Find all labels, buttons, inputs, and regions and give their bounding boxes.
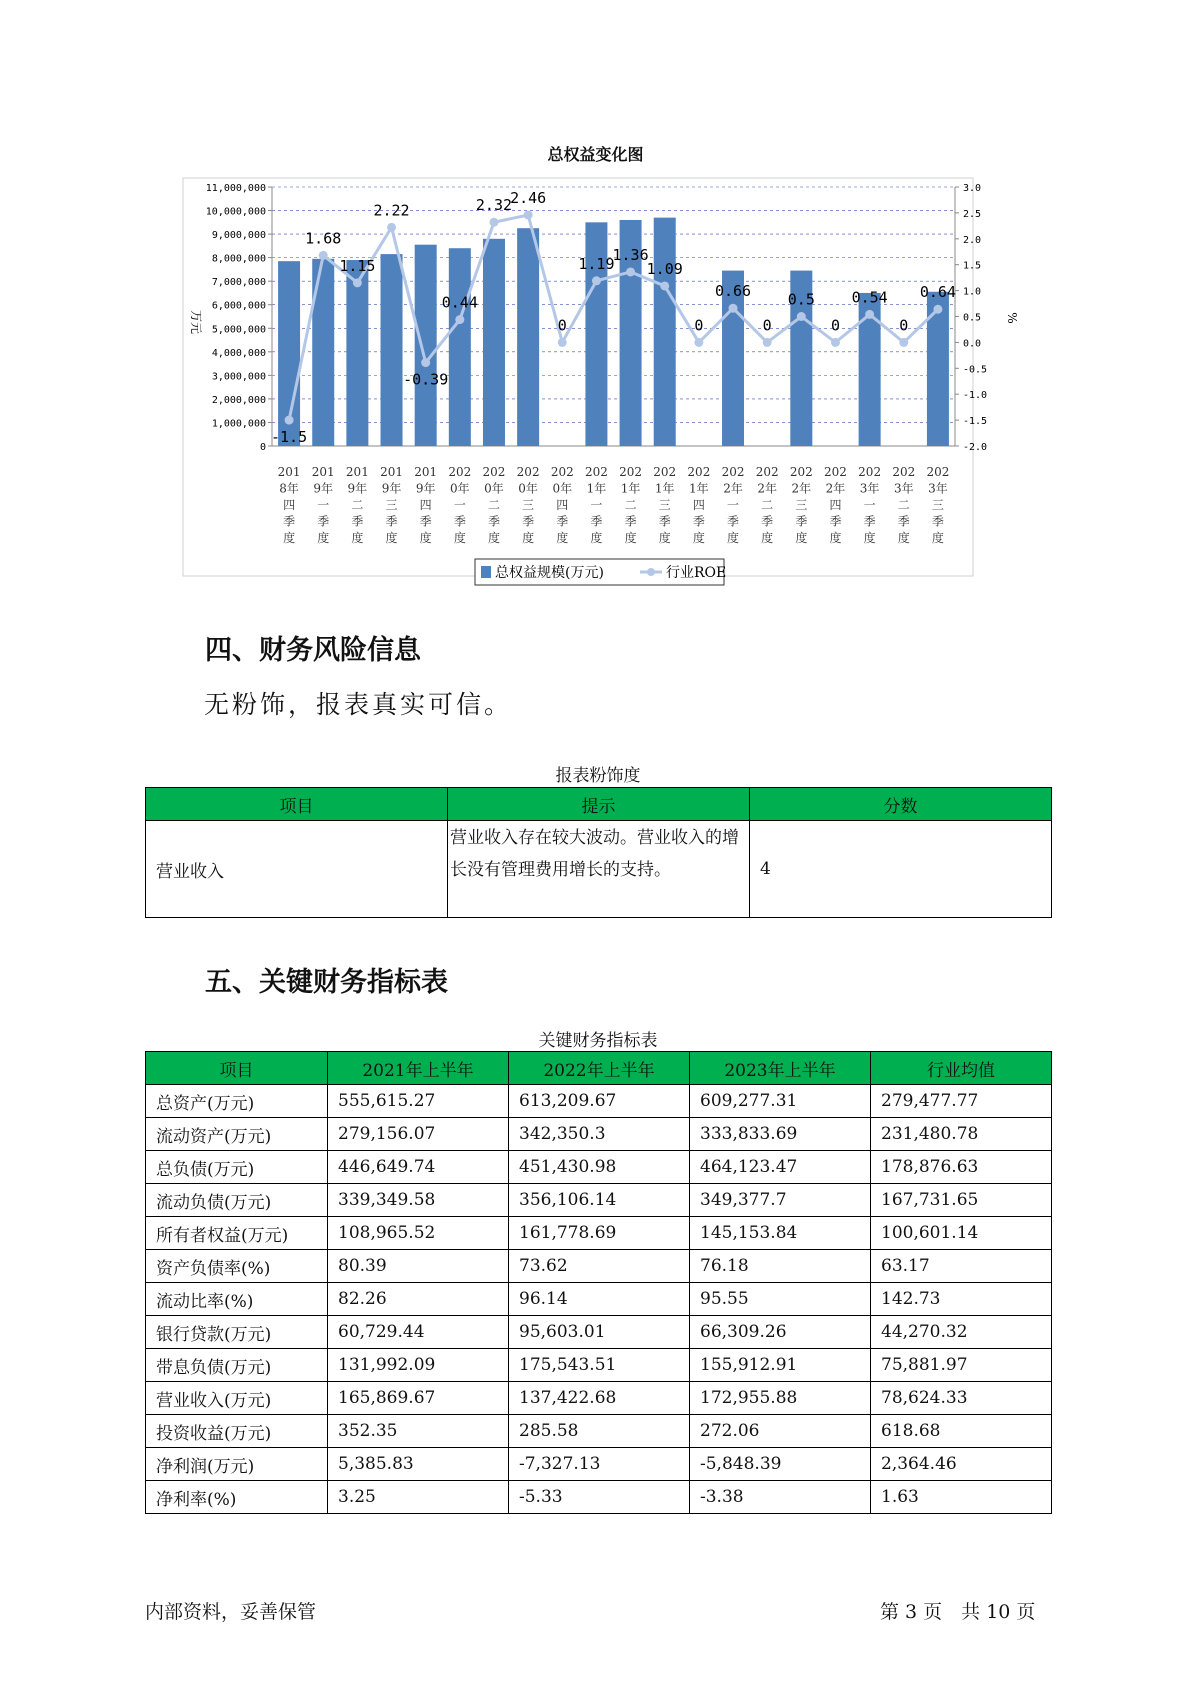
x-tick-label: 季 [522,514,535,529]
x-tick-label: 201 [311,465,335,479]
y-left-tick-label: 9,000,000 [211,230,266,242]
x-tick-label: 季 [897,514,910,529]
y-left-tick-label: 1,000,000 [211,418,266,430]
bar [415,245,437,446]
roe-data-label: 2.46 [510,188,547,207]
x-tick-label: 季 [829,514,842,529]
x-tick-label: 季 [795,514,808,529]
risk-cell-score: 4 [750,821,1052,918]
kpi-cell: 155,912.91 [690,1349,871,1382]
bar [381,254,403,446]
roe-data-label: 1.36 [612,245,649,264]
legend-label-line: 行业ROE [666,565,727,581]
kpi-row-label: 总负债(万元) [146,1151,328,1184]
kpi-cell: 75,881.97 [871,1349,1052,1382]
x-tick-label: 度 [487,531,500,545]
kpi-cell: 172,955.88 [690,1382,871,1415]
kpi-cell: 613,209.67 [509,1085,690,1118]
kpi-cell: 285.58 [509,1415,690,1448]
y-left-tick-label: 10,000,000 [205,206,266,218]
roe-data-label: 0.54 [851,288,888,307]
kpi-cell: 1.63 [871,1481,1052,1514]
roe-point [729,304,738,313]
bar [517,228,539,446]
kpi-cell: 145,153.84 [690,1217,871,1250]
roe-point [421,358,430,367]
x-tick-label: 度 [453,531,466,545]
y-left-tick-label: 4,000,000 [211,347,266,359]
roe-point [763,338,772,347]
x-tick-label: 一 [863,498,876,512]
y-right-tick-label: 0.0 [963,338,982,350]
risk-cell-tip: 营业收入存在较大波动。营业收入的增长没有管理费用增长的支持。 [448,821,750,918]
y-left-tick-label: 7,000,000 [211,277,266,289]
x-tick-label: 季 [624,514,637,529]
table-row [146,1184,1052,1217]
roe-point [524,210,533,219]
x-tick-label: 二 [897,498,910,512]
x-tick-label: 度 [385,531,398,545]
roe-point [865,310,874,319]
kpi-table [145,1051,1052,1514]
kpi-cell: 349,377.7 [690,1184,871,1217]
x-tick-label: 度 [658,531,671,545]
kpi-cell: 178,876.63 [871,1151,1052,1184]
section-heading-risk: 四、财务风险信息 [205,635,421,666]
y-left-tick-label: 8,000,000 [211,253,266,265]
x-tick-label: 1年 [654,481,675,496]
kpi-cell: 165,869.67 [328,1382,509,1415]
roe-point [899,338,908,347]
x-tick-label: 度 [556,531,569,545]
y-right-tick-label: 3.0 [963,183,982,194]
roe-data-label: 0 [762,316,772,335]
roe-point [933,305,942,314]
kpi-cell: 76.18 [690,1250,871,1283]
x-tick-label: 季 [658,514,671,529]
table-row [146,1250,1052,1283]
x-tick-label: 三 [795,498,808,512]
y-left-tick-label: 11,000,000 [205,183,266,194]
x-tick-label: 度 [419,531,432,545]
risk-table-header-row [146,788,1052,821]
x-tick-label: 三 [931,498,944,512]
roe-data-label: 1.15 [339,256,376,275]
x-tick-label: 202 [892,465,916,479]
roe-point [660,281,669,290]
kpi-cell: -5,848.39 [690,1448,871,1481]
x-tick-label: 202 [926,465,950,479]
x-tick-label: 四 [829,498,842,512]
kpi-table-caption: 关键财务指标表 [538,1031,658,1051]
x-tick-label: 202 [482,465,506,479]
x-tick-label: 0年 [450,481,470,496]
x-tick-label: 季 [590,514,603,529]
kpi-header-industry: 行业均值 [871,1052,1052,1085]
x-tick-label: 202 [619,465,643,479]
kpi-cell: 272.06 [690,1415,871,1448]
x-tick-label: 季 [419,514,432,529]
kpi-cell: 609,277.31 [690,1085,871,1118]
kpi-row-label: 投资收益(万元) [146,1415,328,1448]
roe-data-label: -1.5 [271,428,308,447]
x-tick-label: 202 [789,465,813,479]
kpi-cell: 100,601.14 [871,1217,1052,1250]
x-tick-label: 季 [487,514,500,529]
kpi-cell: 137,422.68 [509,1382,690,1415]
kpi-cell: 352.35 [328,1415,509,1448]
roe-point [592,276,601,285]
kpi-cell: 60,729.44 [328,1316,509,1349]
footer-page-number: 第 3 页 共 10 页 [880,1601,1036,1623]
y-right-tick-label: -1.0 [963,390,988,402]
roe-data-label: 0.66 [714,282,752,301]
bar [483,239,505,446]
x-tick-label: 三 [522,498,535,512]
x-tick-label: 202 [448,465,472,479]
y-right-tick-label: 1.5 [963,260,982,272]
roe-data-label: 1.19 [578,254,615,273]
x-tick-label: 度 [624,531,637,545]
roe-data-label: 1.68 [305,229,342,248]
roe-point [387,223,396,232]
roe-data-label: 0.44 [441,293,478,312]
roe-data-label: 2.32 [475,196,513,215]
roe-point [455,315,464,324]
equity-chart [0,0,1191,600]
y-left-tick-label: 2,000,000 [211,394,266,406]
x-tick-label: 度 [727,531,740,545]
x-tick-label: 9年 [381,481,402,496]
kpi-cell: 2,364.46 [871,1448,1052,1481]
legend-swatch-bar [481,566,491,578]
legend-swatch-marker [647,568,655,576]
legend-label-bar: 总权益规模(万元) [495,565,604,581]
x-tick-label: 四 [692,498,705,512]
roe-data-label: -0.39 [403,370,449,389]
x-tick-label: 一 [453,498,466,512]
kpi-cell: 95,603.01 [509,1316,690,1349]
x-tick-label: 季 [761,514,774,529]
table-row [146,1283,1052,1316]
x-tick-label: 2年 [723,481,743,496]
kpi-cell: 339,349.58 [328,1184,509,1217]
kpi-row-label: 营业收入(万元) [146,1382,328,1415]
kpi-cell: -5.33 [509,1481,690,1514]
kpi-cell: 161,778.69 [509,1217,690,1250]
kpi-row-label: 净利率(%) [146,1481,328,1514]
y-right-tick-label: 2.5 [963,208,982,220]
kpi-cell: 142.73 [871,1283,1052,1316]
x-tick-label: 季 [692,514,705,529]
kpi-header-2021: 2021年上半年 [328,1052,509,1085]
risk-header-score: 分数 [750,788,1052,821]
x-tick-label: 季 [453,514,466,529]
roe-point [285,416,294,425]
x-tick-label: 三 [658,498,671,512]
x-tick-label: 202 [687,465,711,479]
kpi-cell: 44,270.32 [871,1316,1052,1349]
table-row [146,1481,1052,1514]
x-tick-label: 度 [351,531,364,545]
bar [449,248,471,446]
kpi-table-header-row [146,1052,1052,1085]
chart-frame [183,178,973,576]
x-tick-label: 2年 [825,481,846,496]
roe-data-label: 1.09 [646,259,683,278]
x-tick-label: 9年 [313,481,334,496]
chart-title: 总权益变化图 [547,145,644,164]
x-tick-label: 2年 [791,481,812,496]
x-tick-label: 202 [584,465,608,479]
table-row [146,821,1052,918]
x-tick-label: 季 [931,514,944,529]
kpi-cell: 231,480.78 [871,1118,1052,1151]
y-right-tick-label: -1.5 [963,416,988,428]
x-tick-label: 201 [277,465,301,479]
x-tick-label: 一 [590,498,603,512]
kpi-cell: 108,965.52 [328,1217,509,1250]
kpi-row-label: 流动资产(万元) [146,1118,328,1151]
y-left-tick-label: 6,000,000 [211,300,266,312]
x-tick-label: 1年 [689,481,709,496]
kpi-row-label: 银行贷款(万元) [146,1316,328,1349]
y-right-tick-label: 0.5 [963,312,982,324]
x-tick-label: 201 [380,465,403,479]
kpi-cell: 95.55 [690,1283,871,1316]
roe-point [831,338,840,347]
kpi-cell: 66,309.26 [690,1316,871,1349]
kpi-header-2023: 2023年上半年 [690,1052,871,1085]
roe-point [797,312,806,321]
x-tick-label: 度 [863,531,876,545]
y-left-tick-label: 0 [259,442,266,453]
x-tick-label: 季 [351,514,364,529]
x-tick-label: 度 [692,531,705,545]
x-tick-label: 0年 [518,481,538,496]
risk-header-tip: 提示 [448,788,750,821]
kpi-cell: 555,615.27 [328,1085,509,1118]
kpi-cell: 73.62 [509,1250,690,1283]
table-row [146,1448,1052,1481]
x-tick-label: 度 [283,531,296,545]
kpi-cell: 80.39 [328,1250,509,1283]
kpi-cell: 342,350.3 [509,1118,690,1151]
x-tick-label: 四 [283,498,296,512]
y-left-axis-title: 万元 [189,309,203,335]
kpi-row-label: 带息负债(万元) [146,1349,328,1382]
x-tick-label: 度 [761,531,774,545]
x-tick-label: 四 [556,498,569,512]
kpi-row-label: 所有者权益(万元) [146,1217,328,1250]
x-tick-label: 8年 [279,481,299,496]
roe-data-label: 0 [694,316,704,335]
risk-header-item: 项目 [146,788,448,821]
roe-data-label: 0.5 [787,290,815,309]
table-row [146,1382,1052,1415]
x-tick-label: 四 [419,498,432,512]
x-tick-label: 1年 [620,481,641,496]
x-tick-label: 季 [556,514,569,529]
x-tick-label: 季 [385,514,398,529]
x-tick-label: 度 [317,531,330,545]
roe-data-label: 0 [830,316,840,335]
y-left-tick-label: 5,000,000 [211,324,266,336]
roe-point [694,338,703,347]
kpi-cell: 63.17 [871,1250,1052,1283]
x-tick-label: 一 [317,498,330,512]
x-tick-label: 202 [516,465,540,479]
kpi-header-2022: 2022年上半年 [509,1052,690,1085]
x-tick-label: 3年 [859,481,880,496]
x-tick-label: 度 [897,531,910,545]
risk-cell-item: 营业收入 [146,821,448,918]
roe-point [558,338,567,347]
x-tick-label: 202 [721,465,745,479]
y-right-axis-title: % [1005,312,1019,324]
table-row [146,1415,1052,1448]
x-tick-label: 202 [824,465,847,479]
x-tick-label: 二 [624,498,637,512]
roe-point [489,218,498,227]
x-tick-label: 季 [727,514,740,529]
kpi-cell: 446,649.74 [328,1151,509,1184]
roe-data-label: 0 [557,316,567,335]
table-row [146,1085,1052,1118]
x-tick-label: 二 [761,498,774,512]
x-tick-label: 二 [351,498,364,512]
table-row [146,1349,1052,1382]
kpi-cell: -7,327.13 [509,1448,690,1481]
kpi-cell: 3.25 [328,1481,509,1514]
x-tick-label: 度 [931,531,944,545]
kpi-cell: 279,477.77 [871,1085,1052,1118]
bar [346,260,368,446]
x-tick-label: 二 [487,498,500,512]
roe-data-label: 2.22 [373,201,410,220]
x-tick-label: 201 [345,465,369,479]
x-tick-label: 2年 [757,481,777,496]
kpi-cell: 333,833.69 [690,1118,871,1151]
x-tick-label: 度 [590,531,603,545]
roe-data-label: 0.64 [919,283,956,302]
roe-point [353,278,362,287]
risk-table [145,787,1052,918]
x-tick-label: 度 [795,531,808,545]
footer-confidential-note: 内部资料，妥善保管 [145,1601,317,1623]
table-row [146,1217,1052,1250]
kpi-cell: 167,731.65 [871,1184,1052,1217]
kpi-row-label: 流动比率(%) [146,1283,328,1316]
x-tick-label: 9年 [347,481,368,496]
x-tick-label: 0年 [552,481,573,496]
bar [654,218,676,446]
kpi-row-label: 流动负债(万元) [146,1184,328,1217]
kpi-cell: 96.14 [509,1283,690,1316]
kpi-cell: 356,106.14 [509,1184,690,1217]
kpi-cell: 451,430.98 [509,1151,690,1184]
x-tick-label: 0年 [484,481,504,496]
x-tick-label: 202 [550,465,574,479]
y-left-tick-label: 3,000,000 [211,371,266,383]
y-right-tick-label: -2.0 [963,442,988,453]
kpi-row-label: 总资产(万元) [146,1085,328,1118]
x-tick-label: 202 [755,465,779,479]
roe-point [626,267,635,276]
y-right-tick-label: 1.0 [963,286,982,298]
kpi-cell: 131,992.09 [328,1349,509,1382]
y-right-tick-label: 2.0 [963,234,982,246]
x-tick-label: 3年 [928,481,948,496]
x-tick-label: 1年 [586,481,607,496]
kpi-cell: 175,543.51 [509,1349,690,1382]
x-tick-label: 一 [727,498,740,512]
kpi-header-item: 项目 [146,1052,328,1085]
table-row [146,1316,1052,1349]
x-tick-label: 202 [858,465,882,479]
x-tick-label: 9年 [415,481,436,496]
kpi-cell: 464,123.47 [690,1151,871,1184]
kpi-cell: 5,385.83 [328,1448,509,1481]
roe-data-label: 0 [899,316,909,335]
table-row [146,1151,1052,1184]
y-right-tick-label: -0.5 [963,364,988,376]
kpi-cell: 618.68 [871,1415,1052,1448]
x-tick-label: 3年 [893,481,914,496]
kpi-cell: 82.26 [328,1283,509,1316]
section-heading-kpi: 五、关键财务指标表 [205,967,448,998]
kpi-cell: 279,156.07 [328,1118,509,1151]
kpi-cell: 78,624.33 [871,1382,1052,1415]
kpi-row-label: 资产负债率(%) [146,1250,328,1283]
roe-point [319,251,328,260]
x-tick-label: 202 [653,465,677,479]
table-row [146,1118,1052,1151]
kpi-row-label: 净利润(万元) [146,1448,328,1481]
x-tick-label: 度 [522,531,535,545]
x-tick-label: 季 [283,514,296,529]
x-tick-label: 度 [829,531,842,545]
risk-summary-text: 无粉饰，报表真实可信。 [204,690,513,719]
x-tick-label: 201 [414,465,438,479]
x-tick-label: 季 [863,514,876,529]
risk-table-caption: 报表粉饰度 [555,766,641,786]
x-tick-label: 季 [317,514,330,529]
x-tick-label: 三 [385,498,398,512]
kpi-cell: -3.38 [690,1481,871,1514]
